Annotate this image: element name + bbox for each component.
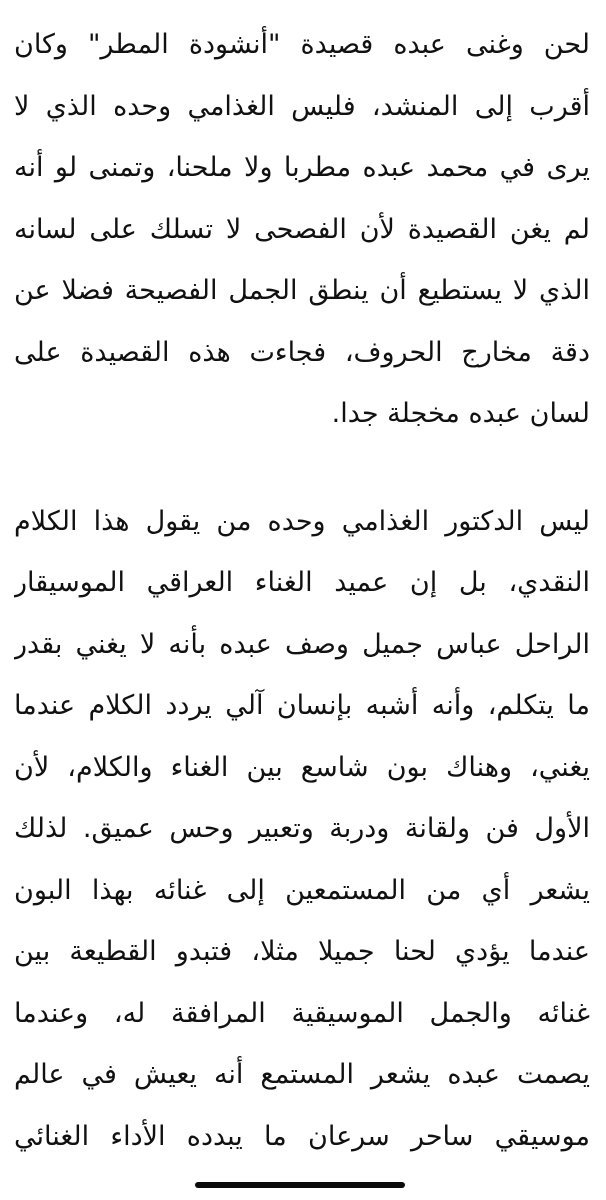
text-line: دقة مخارج الحروف، فجاءت هذه القصيدة على bbox=[14, 336, 590, 368]
text-line: لم يغن القصيدة لأن الفصحى لا تسلك على لسانه bbox=[14, 213, 590, 245]
paragraph-spacer bbox=[14, 445, 590, 491]
text-line: عندما يؤدي لحنا جميلا مثلا، فتبدو القطيعة بين bbox=[14, 936, 590, 967]
article-text bbox=[14, 14, 590, 1167]
text-line: النقدي، بل إن عميد الغناء العراقي الموسيقار bbox=[14, 567, 590, 598]
text-line: لحن وغنى عبده قصيدة "أنشودة المطر" وكان bbox=[14, 29, 590, 60]
text-line: يصمت عبده يشعر المستمع أنه يعيش في عالم bbox=[14, 1059, 590, 1090]
text-line: الأول فن ولقانة ودربة وتعبير وحس عميق. لذلك bbox=[14, 813, 590, 844]
text-line: الذي لا يستطيع أن ينطق الجمل الفصيحة فضلا عن bbox=[14, 275, 590, 306]
text-line: موسيقي ساحر سرعان ما يبدده الأداء الغنائي bbox=[14, 1120, 590, 1152]
text-line: يرى في محمد عبده مطربا ولا ملحنا، وتمنى لو أنه bbox=[14, 152, 590, 183]
text-line: غنائه والجمل الموسيقية المرافقة له، وعندما bbox=[14, 997, 590, 1029]
text-line: الراحل عباس جميل وصف عبده بأنه لا يغني بقدر bbox=[14, 628, 590, 660]
text-line: ما يتكلم، وأنه أشبه بإنسان آلي يردد الكلام عندما bbox=[14, 690, 590, 721]
paragraph-2 bbox=[14, 491, 590, 1168]
text-line: يشعر أي من المستمعين إلى غنائه بهذا البون bbox=[14, 874, 590, 906]
text-line: لسان عبده مخجلة جدا. bbox=[331, 398, 590, 429]
text-line: ليس الدكتور الغذامي وحده من يقول هذا الكلام bbox=[14, 505, 590, 537]
paragraph-1 bbox=[14, 14, 590, 445]
text-line: أقرب إلى المنشد، فليس الغذامي وحده الذي لا bbox=[14, 90, 590, 122]
home-indicator[interactable] bbox=[195, 1182, 405, 1188]
text-line: يغني، وهناك بون شاسع بين الغناء والكلام، لأن bbox=[14, 751, 590, 783]
